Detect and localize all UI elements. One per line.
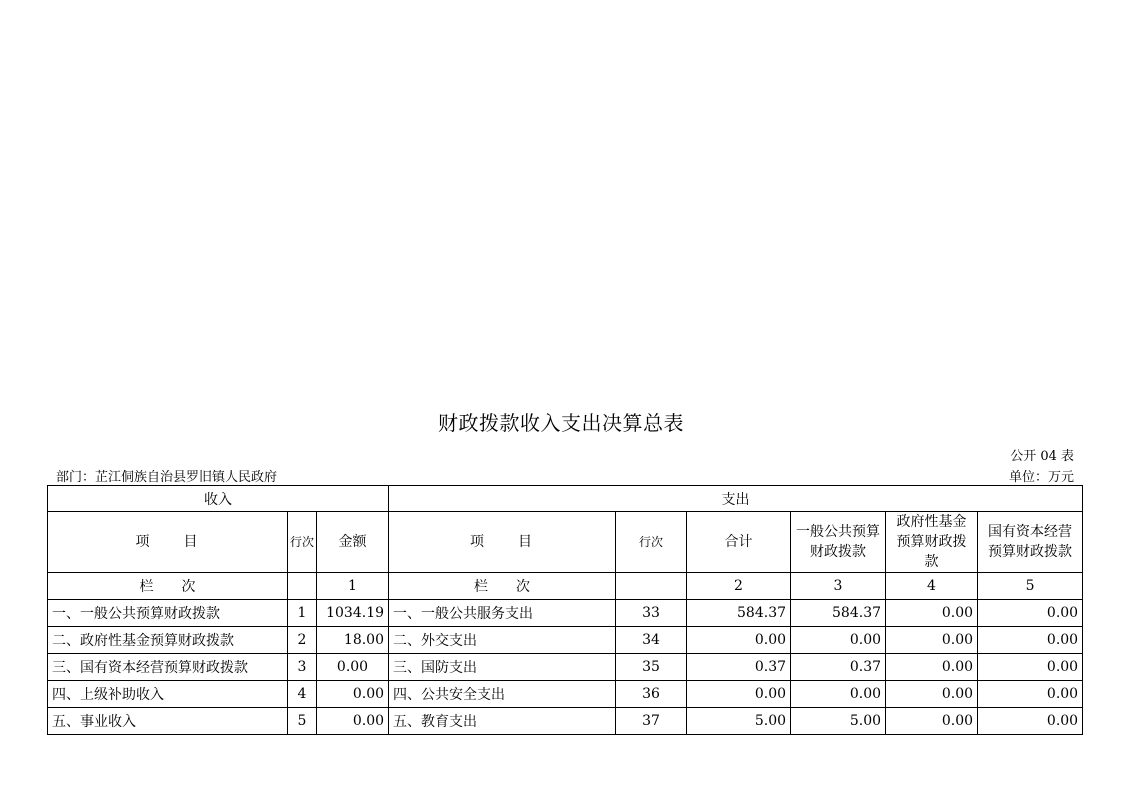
col-index-blank xyxy=(288,573,317,600)
income-section-header: 收入 xyxy=(48,486,389,512)
table-row xyxy=(48,627,1083,654)
col-index-total: 2 xyxy=(687,573,791,600)
income-amount: 18.00 xyxy=(317,627,389,654)
col-index-capital: 5 xyxy=(978,573,1083,600)
col-general-budget: 一般公共预算财政拨款 xyxy=(791,512,886,573)
col-index-label-right: 栏 次 xyxy=(389,573,616,600)
col-gov-fund: 政府性基金预算财政拨款 xyxy=(886,512,978,573)
total-value: 584.37 xyxy=(687,600,791,627)
state-capital-value: 0.00 xyxy=(978,681,1083,708)
total-value: 0.00 xyxy=(687,627,791,654)
income-line-no: 2 xyxy=(288,627,317,654)
col-expense-item: 项 目 xyxy=(389,512,616,573)
table-row xyxy=(48,654,1083,681)
expense-item: 四、公共安全支出 xyxy=(389,681,616,708)
gov-fund-value: 0.00 xyxy=(886,627,978,654)
total-value: 5.00 xyxy=(687,708,791,735)
income-line-no: 5 xyxy=(288,708,317,735)
income-item: 五、事业收入 xyxy=(48,708,288,735)
income-line-no: 3 xyxy=(288,654,317,681)
expense-line-no: 37 xyxy=(616,708,687,735)
income-item: 二、政府性基金预算财政拨款 xyxy=(48,627,288,654)
col-expense-line-no: 行次 xyxy=(616,512,687,573)
fiscal-summary-table xyxy=(47,485,1083,735)
gov-fund-value: 0.00 xyxy=(886,600,978,627)
col-index-fund: 4 xyxy=(886,573,978,600)
col-income-item: 项 目 xyxy=(48,512,288,573)
department-label: 部门：芷江侗族自治县罗旧镇人民政府 xyxy=(56,470,278,485)
state-capital-value: 0.00 xyxy=(978,627,1083,654)
table-row xyxy=(48,708,1083,735)
expense-line-no: 34 xyxy=(616,627,687,654)
general-budget-value: 0.00 xyxy=(791,681,886,708)
income-line-no: 4 xyxy=(288,681,317,708)
income-item: 一、一般公共预算财政拨款 xyxy=(48,600,288,627)
col-state-capital: 国有资本经营预算财政拨款 xyxy=(978,512,1083,573)
col-income-line-no: 行次 xyxy=(288,512,317,573)
income-amount: 0.00 xyxy=(317,654,389,681)
gov-fund-value: 0.00 xyxy=(886,654,978,681)
general-budget-value: 5.00 xyxy=(791,708,886,735)
state-capital-value: 0.00 xyxy=(978,654,1083,681)
expense-item: 五、教育支出 xyxy=(389,708,616,735)
total-value: 0.37 xyxy=(687,654,791,681)
gov-fund-value: 0.00 xyxy=(886,708,978,735)
expense-item: 二、外交支出 xyxy=(389,627,616,654)
income-amount: 0.00 xyxy=(317,681,389,708)
report-title: 财政拨款收入支出决算总表 xyxy=(438,411,684,435)
column-index-row xyxy=(48,573,1083,600)
col-index-label-left: 栏 次 xyxy=(48,573,288,600)
general-budget-value: 0.37 xyxy=(791,654,886,681)
unit-label: 单位：万元 xyxy=(1008,470,1074,485)
expense-line-no: 35 xyxy=(616,654,687,681)
table-row xyxy=(48,681,1083,708)
general-budget-value: 584.37 xyxy=(791,600,886,627)
col-index-amount: 1 xyxy=(317,573,389,600)
col-income-amount: 金额 xyxy=(317,512,389,573)
income-amount: 1034.19 xyxy=(317,600,389,627)
expense-item: 三、国防支出 xyxy=(389,654,616,681)
income-line-no: 1 xyxy=(288,600,317,627)
income-item: 四、上级补助收入 xyxy=(48,681,288,708)
expense-item: 一、一般公共服务支出 xyxy=(389,600,616,627)
col-total: 合计 xyxy=(687,512,791,573)
column-header-row xyxy=(48,512,1083,573)
col-index-general: 3 xyxy=(791,573,886,600)
income-item: 三、国有资本经营预算财政拨款 xyxy=(48,654,288,681)
income-amount: 0.00 xyxy=(317,708,389,735)
expense-section-header: 支出 xyxy=(389,486,1083,512)
state-capital-value: 0.00 xyxy=(978,600,1083,627)
expense-line-no: 33 xyxy=(616,600,687,627)
section-header-row xyxy=(48,486,1083,512)
expense-line-no: 36 xyxy=(616,681,687,708)
form-number: 公开 04 表 xyxy=(1010,449,1074,464)
table-row xyxy=(48,600,1083,627)
general-budget-value: 0.00 xyxy=(791,627,886,654)
gov-fund-value: 0.00 xyxy=(886,681,978,708)
col-index-blank-2 xyxy=(616,573,687,600)
total-value: 0.00 xyxy=(687,681,791,708)
state-capital-value: 0.00 xyxy=(978,708,1083,735)
